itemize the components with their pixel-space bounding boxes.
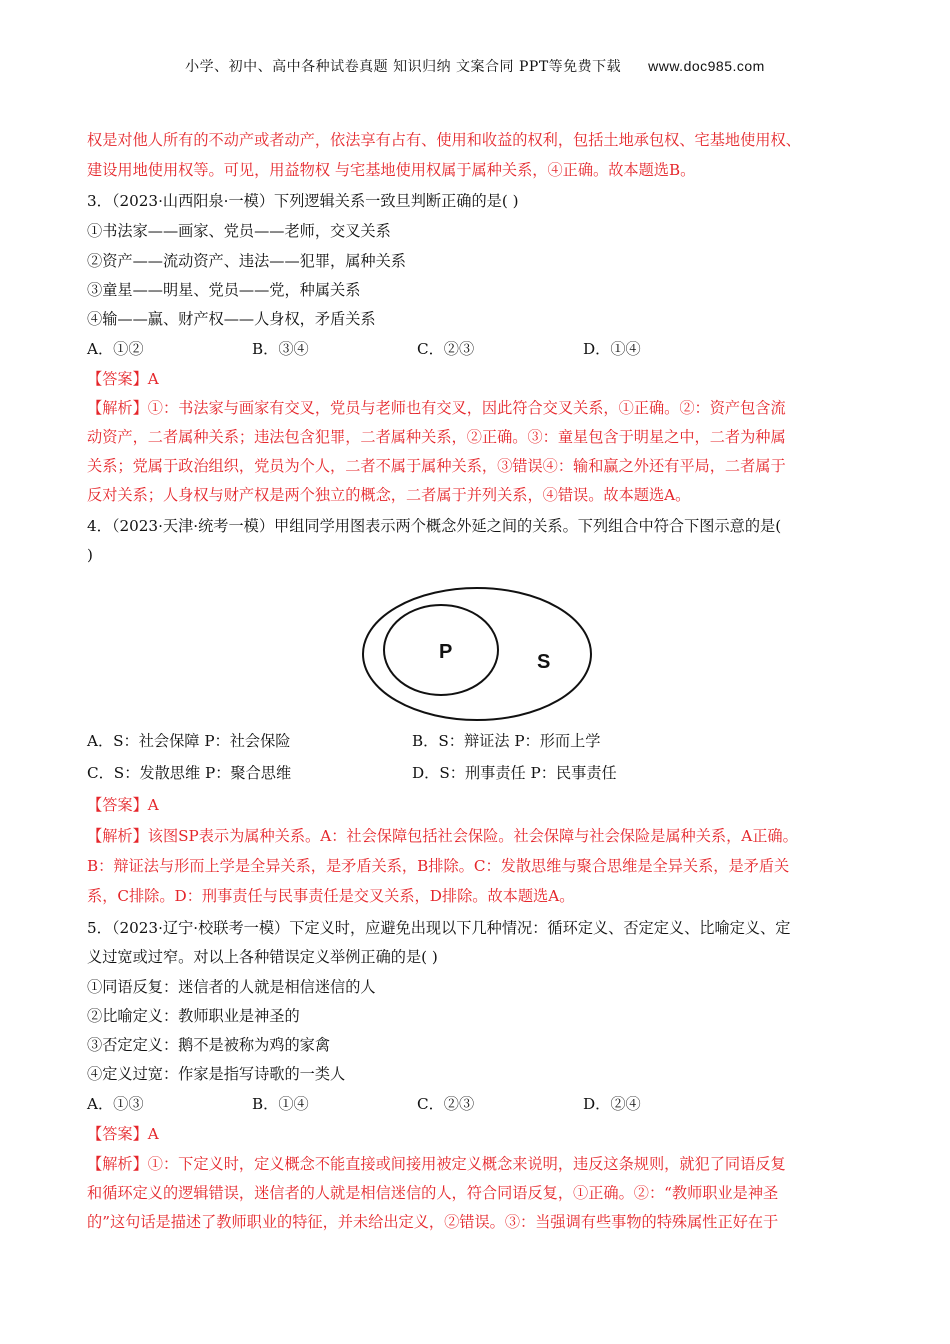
q5-option-d: D．②④	[583, 1095, 641, 1113]
q3-item-1: ①书法家——画家、党员——老师，交叉关系	[87, 222, 391, 240]
q5-stem-line-1: 5．（2023·辽宁·校联考一模）下定义时，应避免出现以下几种情况：循环定义、否定定义、比喻定义、定	[87, 919, 791, 937]
q3-analysis-line-1: 【解析】①：书法家与画家有交叉，党员与老师也有交叉，因此符合交叉关系，①正确。②：资产包含流	[87, 399, 786, 417]
q5-item-4: ④定义过宽：作家是指写诗歌的一类人	[87, 1065, 346, 1083]
q5-option-c: C．②③	[417, 1095, 475, 1113]
q3-answer: 【答案】A	[87, 370, 159, 388]
q3-analysis-line-3: 关系；党属于政治组织，党员为个人，二者不属于属种关系，③错误④：输和赢之外还有平局，二者属于	[87, 457, 786, 475]
q5-item-2: ②比喻定义：教师职业是神圣的	[87, 1007, 300, 1025]
header-text: 小学、初中、高中各种试卷真题 知识归纳 文案合同 PPT等免费下载	[185, 59, 622, 75]
q4-option-a: A．S：社会保障 P：社会保险	[87, 732, 291, 750]
q4-option-b: B．S：辩证法 P：形而上学	[412, 732, 601, 750]
q3-analysis-line-4: 反对关系；人身权与财产权是两个独立的概念，二者属于并列关系，④错误。故本题选A。	[87, 486, 691, 504]
q3-item-3: ③童星——明星、党员——党，种属关系	[87, 281, 361, 299]
header-site[interactable]: www.doc985.com	[648, 58, 765, 74]
outer-ellipse-s	[363, 588, 591, 720]
q5-option-b: B．①④	[252, 1095, 309, 1113]
q4-option-d: D．S：刑事责任 P：民事责任	[412, 764, 617, 782]
q3-option-b: B．③④	[252, 340, 309, 358]
q3-option-c: C．②③	[417, 340, 475, 358]
label-p: P	[439, 641, 453, 663]
q5-analysis-line-1: 【解析】①：下定义时，定义概念不能直接或间接用被定义概念来说明，违反这条规则，就犯了同语反复	[87, 1155, 786, 1173]
q4-analysis-line-3: 系，C排除。D：刑事责任与民事责任是交叉关系，D排除。故本题选A。	[87, 887, 575, 905]
prev-analysis-line-2: 建设用地使用权等。可见，用益物权 与宅基地使用权属于属种关系，④正确。故本题选B。	[87, 161, 696, 179]
q3-item-4: ④输——赢、财产权——人身权，矛盾关系	[87, 310, 376, 328]
q4-stem-line-1: 4．（2023·天津·统考一模）甲组同学用图表示两个概念外延之间的关系。下列组合中符合下图示意的是(	[87, 517, 782, 535]
q5-item-1: ①同语反复：迷信者的人就是相信迷信的人	[87, 978, 376, 996]
prev-analysis-line-1: 权是对他人所有的不动产或者动产，依法享有占有、使用和收益的权利，包括土地承包权、宅基地使用权、	[87, 131, 801, 149]
concept-diagram	[357, 584, 597, 724]
q5-item-3: ③否定定义：鹅不是被称为鸡的家禽	[87, 1036, 330, 1054]
q3-item-2: ②资产——流动资产、违法——犯罪，属种关系	[87, 252, 406, 270]
q3-stem: 3．（2023·山西阳泉·一模）下列逻辑关系一致旦判断正确的是( )	[87, 192, 519, 210]
q4-option-c: C．S：发散思维 P：聚合思维	[87, 764, 292, 782]
q4-answer: 【答案】A	[87, 796, 159, 814]
q5-option-a: A．①③	[87, 1095, 144, 1113]
q4-analysis-line-1: 【解析】该图SP表示为属种关系。A：社会保障包括社会保险。社会保障与社会保险是属种关系，A正确。	[87, 827, 798, 845]
q5-analysis-line-3: 的”这句话是描述了教师职业的特征，并未给出定义，②错误。③：当强调有些事物的特殊属性正好在于	[87, 1213, 779, 1231]
q3-option-d: D．①④	[583, 340, 641, 358]
q3-analysis-line-2: 动资产，二者属种关系；违法包含犯罪，二者属种关系，②正确。③：童星包含于明星之中，二者为种属	[87, 428, 786, 446]
q3-option-a: A．①②	[87, 340, 144, 358]
q5-analysis-line-2: 和循环定义的逻辑错误，迷信者的人就是相信迷信的人，符合同语反复，①正确。②：“教师职业是神圣	[87, 1184, 779, 1202]
label-s: S	[537, 651, 551, 673]
q5-answer: 【答案】A	[87, 1125, 159, 1143]
q4-stem-line-2: )	[87, 546, 93, 564]
q4-analysis-line-2: B：辩证法与形而上学是全异关系，是矛盾关系，B排除。C：发散思维与聚合思维是全异关系，是矛盾关	[87, 857, 790, 875]
page-header	[0, 56, 950, 76]
q5-stem-line-2: 义过宽或过窄。对以上各种错误定义举例正确的是( )	[87, 948, 438, 966]
